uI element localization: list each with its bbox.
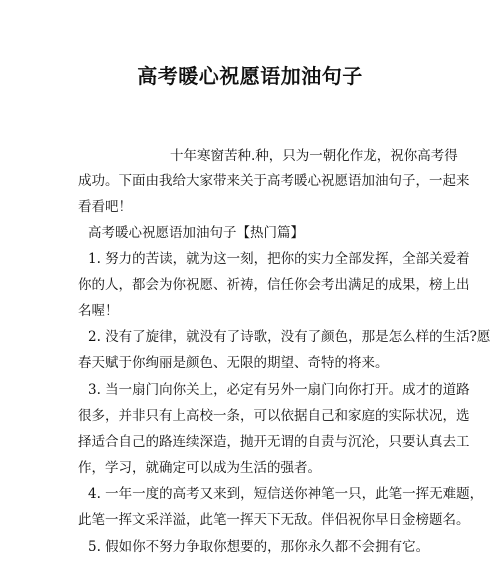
list-item-line: 此笔一挥文采洋溢，此笔一挥天下无敌。伴侣祝你早日金榜题名。: [78, 512, 470, 528]
intro-line: 看看吧！: [78, 199, 132, 215]
list-item-line: 1. 努力的苦读，就为这一刻，把你的实力全部发挥，全部关爱着: [88, 251, 470, 267]
list-item-line: 2. 没有了旋律，就没有了诗歌，没有了颜色，那是怎么样的生活?愿: [88, 329, 491, 345]
list-item-line: 很多，并非只有上高校一条，可以依据自己和家庭的实际状况，选: [78, 408, 470, 424]
list-item-line: 3. 当一扇门向你关上，必定有另外一扇门向你打开。成才的道路: [88, 382, 470, 398]
list-item-line: 择适合自己的路连续深造，抛开无谓的自责与沉沦，只要认真去工: [78, 434, 470, 450]
intro-line: 成功。下面由我给大家带来关于高考暖心祝愿语加油句子，一起来: [78, 173, 470, 189]
list-item-line: 作，学习，就确定可以成为生活的强者。: [78, 460, 321, 476]
list-item-line: 4. 一年一度的高考又来到，短信送你神笔一只，此笔一挥无难题，: [88, 486, 484, 502]
list-item-line: 春天赋于你绚丽是颜色、无限的期望、奇特的将来。: [78, 355, 389, 371]
section-heading: 高考暖心祝愿语加油句子【热门篇】: [88, 225, 304, 241]
list-item-line: 你的人，都会为你祝愿、祈祷，信任你会考出满足的成果，榜上出: [78, 277, 470, 293]
list-item-line: 名喔！: [78, 303, 119, 319]
page-title: 高考暖心祝愿语加油句子: [137, 64, 363, 88]
list-item-line: 5. 假如你不努力争取你想要的，那你永久都不会拥有它。: [88, 539, 430, 555]
intro-line: 十年寒窗苦种.种，只为一朝化作龙，祝你高考得: [170, 148, 458, 164]
